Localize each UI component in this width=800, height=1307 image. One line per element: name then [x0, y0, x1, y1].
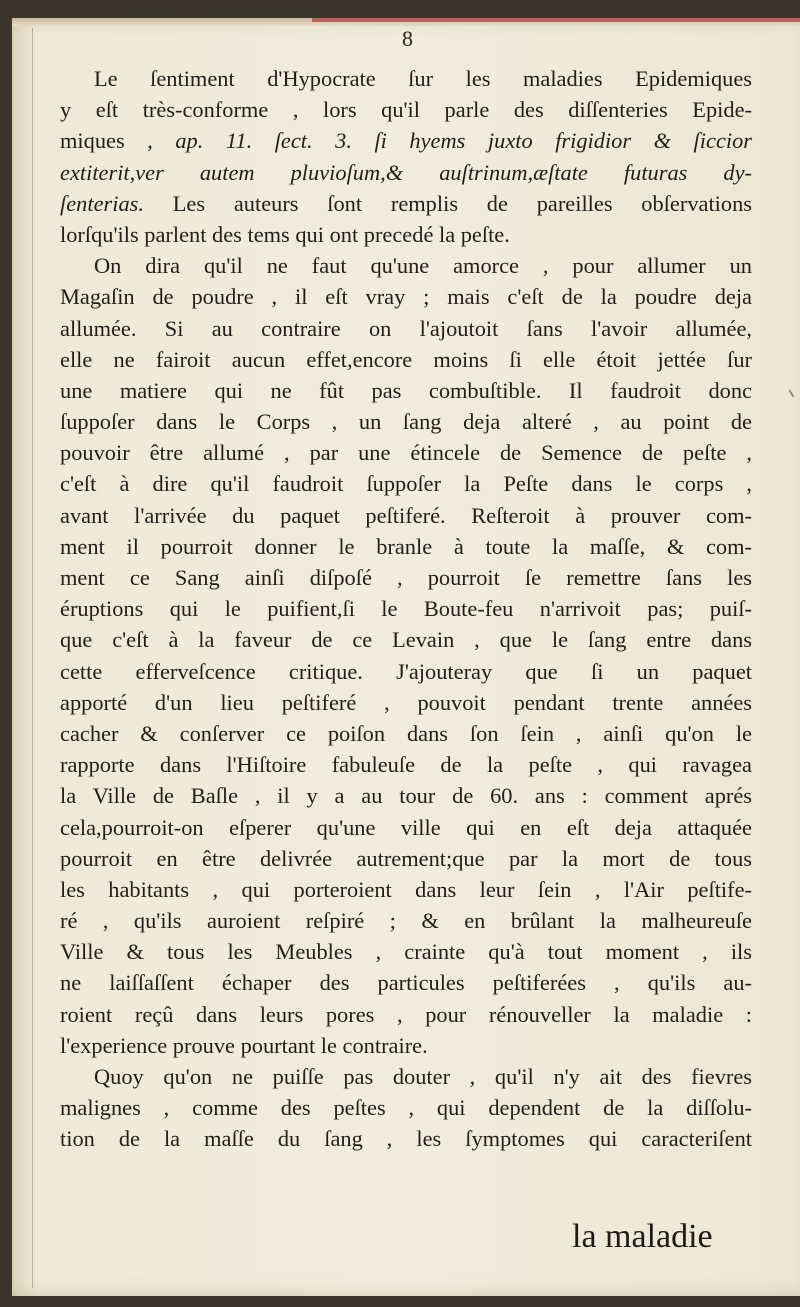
line-text: ment il pourroit donner le branle à toute la maſſe, & com- — [60, 533, 752, 559]
catchword: la maladie — [572, 1218, 713, 1255]
book-page — [12, 18, 800, 1296]
line-text: ré , qu'ils auroient reſpiré ; & en brûlant la malheureuſe — [60, 908, 752, 934]
line-text: cacher & conſerver ce poiſon dans ſon ſein , ainſi qu'on le — [60, 720, 752, 746]
text-line — [60, 1123, 752, 1154]
italic-text: extiterit,ver autem pluvioſum,& auſtrinum,æſtate futuras dy- — [60, 159, 752, 185]
line-text: lorſqu'ils parlent des tems qui ont precedé la peſte. — [60, 221, 510, 247]
line-text: les habitants , qui porteroient dans leur ſein , l'Air peſtife- — [60, 876, 752, 902]
line-text: tion de la maſſe du ſang , les ſymptomes qui caracteriſent — [60, 1126, 752, 1152]
text-line — [60, 468, 752, 499]
text-line — [60, 843, 752, 874]
text-line — [60, 905, 752, 936]
line-text: On dira qu'il ne faut qu'une amorce , pour allumer un — [94, 253, 752, 279]
line-text: roient reçû dans leurs pores , pour rénouveller la maladie : — [60, 1001, 752, 1027]
text-line — [60, 219, 752, 250]
text-line — [60, 593, 752, 624]
text-line — [60, 999, 752, 1030]
line-text: c'eſt à dire qu'il faudroit ſuppoſer la Peſte dans le corps , — [60, 471, 752, 497]
line-text: la Ville de Baſle , il y a au tour de 60. ans : comment aprés — [60, 783, 752, 809]
text-line — [60, 437, 752, 468]
text-body — [60, 63, 752, 1155]
line-text: Ville & tous les Meubles , crainte qu'à tout moment , ils — [60, 939, 752, 965]
line-text: ſuppoſer dans le Corps , un ſang deja alteré , au point de — [60, 409, 752, 435]
text-line — [60, 406, 752, 437]
text-line — [60, 967, 752, 998]
text-line — [60, 1092, 752, 1123]
text-line — [60, 624, 752, 655]
text-line — [60, 125, 752, 156]
text-line — [60, 1061, 752, 1092]
text-line — [60, 687, 752, 718]
line-text: pouvoir être allumé , par une étincele de Semence de peſte , — [60, 440, 752, 466]
line-text: éruptions qui le puifient,ſi le Boute-feu n'arrivoit pas; puiſ- — [60, 596, 752, 622]
line-text: que c'eſt à la faveur de ce Levain , que le ſang entre dans — [60, 627, 752, 653]
line-text: Les auteurs ſont remplis de pareilles obſervations — [143, 190, 752, 216]
line-text: avant l'arrivée du paquet peſtiferé. Reſteroit à prouver com- — [60, 502, 752, 528]
line-text: l'experience prouve pourtant le contraire. — [60, 1032, 428, 1058]
line-text: cela,pourroit-on eſperer qu'une ville qui en eſt deja attaquée — [60, 814, 752, 840]
text-line — [60, 1030, 752, 1061]
text-line — [60, 562, 752, 593]
line-text: rapporte dans l'Hiſtoire fabuleuſe de la peſte , qui ravagea — [60, 752, 752, 778]
text-line — [60, 874, 752, 905]
gutter-line — [32, 28, 33, 1288]
line-text: miques , — [60, 128, 153, 154]
text-line — [60, 250, 752, 281]
line-text: Quoy qu'on ne puiſſe pas douter , qu'il n'y ait des fievres — [94, 1064, 752, 1089]
text-line — [60, 313, 752, 344]
text-line — [60, 281, 752, 312]
text-line — [60, 936, 752, 967]
text-line — [60, 749, 752, 780]
text-line — [60, 780, 752, 811]
text-line — [60, 531, 752, 562]
margin-mark — [789, 387, 800, 398]
line-text: ment ce Sang ainſi diſpoſé , pourroit ſe remettre ſans les — [60, 565, 752, 590]
line-text: Le ſentiment d'Hypocrate ſur les maladies Epidemiques — [94, 66, 752, 91]
red-edge-rule — [312, 18, 800, 22]
page-number: 8 — [402, 26, 413, 51]
text-line — [60, 500, 752, 531]
line-text: apporté d'un lieu peſtiferé , pouvoit pendant trente années — [60, 689, 752, 715]
text-line — [60, 188, 752, 219]
text-line — [60, 656, 752, 687]
text-line — [60, 94, 752, 125]
text-line — [60, 157, 752, 188]
line-text: y eſt très-conforme , lors qu'il parle des diſſenteries Epide- — [60, 97, 752, 123]
italic-text: ap. 11. ſect. 3. ſi hyems juxto frigidior & ſiccior — [175, 128, 753, 154]
line-text: malignes , comme des peſtes , qui dependent de la diſſolu- — [60, 1095, 752, 1121]
line-text: cette efferveſcence critique. J'ajouteray que ſi un paquet — [60, 658, 752, 684]
line-text: une matiere qui ne fût pas combuſtible. Il faudroit donc — [60, 377, 752, 403]
text-line — [60, 375, 752, 406]
text-line — [60, 344, 752, 375]
text-line — [60, 812, 752, 843]
line-text: pourroit en être delivrée autrement;que par la mort de tous — [60, 845, 752, 871]
italic-text: ſenterias. — [60, 190, 144, 216]
line-text: elle ne fairoit aucun effet,encore moins ſi elle étoit jettée ſur — [60, 346, 752, 372]
text-line — [60, 63, 752, 94]
text-line — [60, 718, 752, 749]
line-text: allumée. Si au contraire on l'ajoutoit ſans l'avoir allumée, — [60, 315, 752, 341]
line-text: Magaſin de poudre , il eſt vray ; mais c'eſt de la poudre deja — [60, 284, 752, 310]
line-text: ne laiſſaſſent échaper des particules peſtiferées , qu'ils au- — [60, 970, 752, 996]
